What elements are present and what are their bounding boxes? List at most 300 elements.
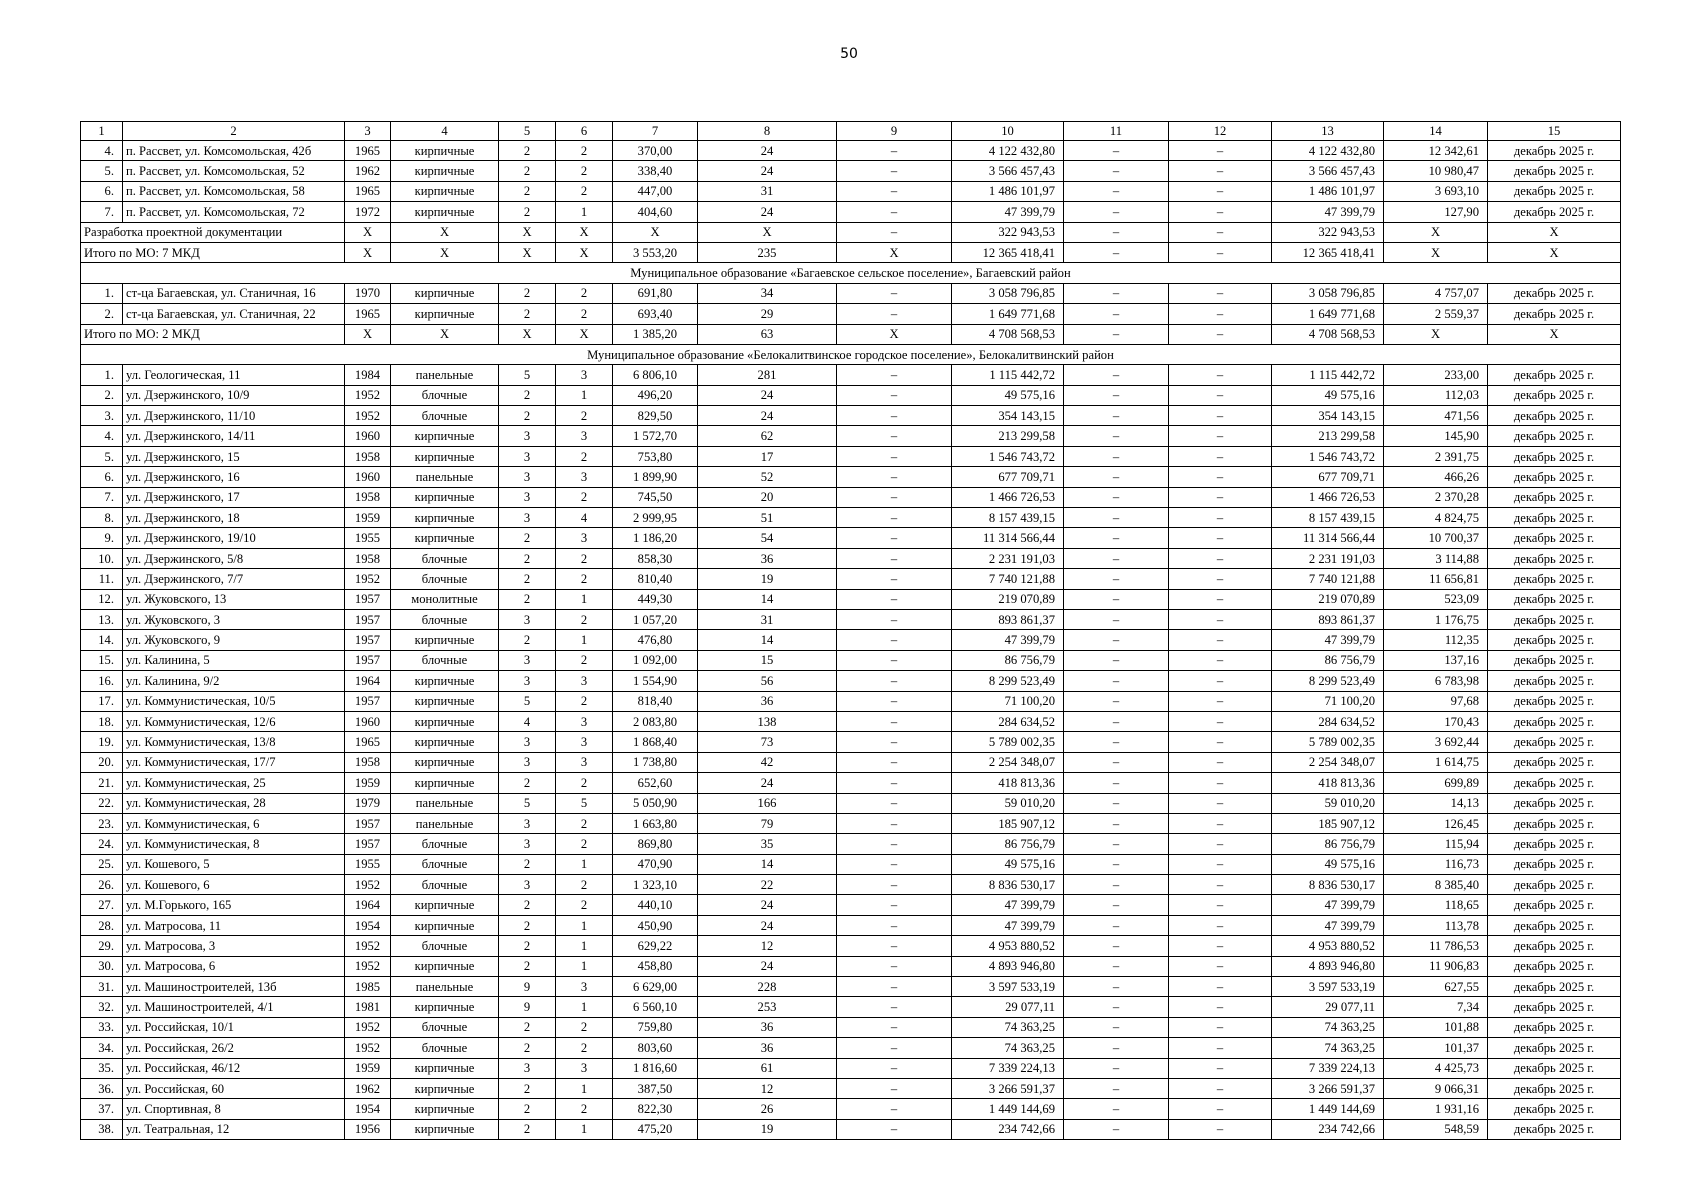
floors-cell: 3	[499, 732, 556, 752]
wall-material-cell: кирпичные	[391, 630, 499, 650]
entrances-cell: 2	[556, 691, 613, 711]
col-9-value-cell: –	[837, 1119, 952, 1139]
row-index-cell: 34.	[81, 1038, 123, 1058]
column-number-header: 12	[1169, 122, 1272, 141]
residents-cell: 138	[698, 711, 837, 731]
table-body	[81, 122, 1621, 1140]
area-cell: 753,80	[613, 446, 698, 466]
wall-material-cell: X	[391, 324, 499, 344]
col-12-value-cell: –	[1169, 650, 1272, 670]
table-row	[81, 1078, 1621, 1098]
col-11-value-cell: –	[1064, 650, 1169, 670]
unit-cost-cell: 101,37	[1384, 1038, 1488, 1058]
col-12-value-cell: –	[1169, 242, 1272, 262]
year-built-cell: 1985	[345, 977, 391, 997]
unit-cost-cell: 112,03	[1384, 385, 1488, 405]
residents-cell: 15	[698, 650, 837, 670]
area-cell: 1 816,60	[613, 1058, 698, 1078]
table-row	[81, 834, 1621, 854]
area-cell: 810,40	[613, 569, 698, 589]
entrances-cell: 3	[556, 528, 613, 548]
address-cell: ул. Коммунистическая, 8	[123, 834, 345, 854]
year-built-cell: 1957	[345, 813, 391, 833]
area-cell: 338,40	[613, 161, 698, 181]
col-11-value-cell: –	[1064, 222, 1169, 242]
wall-material-cell: кирпичные	[391, 1099, 499, 1119]
entrances-cell: 2	[556, 813, 613, 833]
cost-cell: 4 122 432,80	[952, 141, 1064, 161]
area-cell: 2 083,80	[613, 711, 698, 731]
year-built-cell: 1957	[345, 609, 391, 629]
table-row	[81, 609, 1621, 629]
col-12-value-cell: –	[1169, 834, 1272, 854]
column-number-header: 13	[1272, 122, 1384, 141]
total-cost-cell: 234 742,66	[1272, 1119, 1384, 1139]
cost-cell: 49 575,16	[952, 854, 1064, 874]
col-9-value-cell: –	[837, 589, 952, 609]
floors-cell: 2	[499, 1038, 556, 1058]
cost-cell: 29 077,11	[952, 997, 1064, 1017]
col-12-value-cell: –	[1169, 487, 1272, 507]
col-12-value-cell: –	[1169, 141, 1272, 161]
col-11-value-cell: –	[1064, 467, 1169, 487]
col-12-value-cell: –	[1169, 773, 1272, 793]
total-cost-cell: 8 299 523,49	[1272, 671, 1384, 691]
col-11-value-cell: –	[1064, 324, 1169, 344]
wall-material-cell: монолитные	[391, 589, 499, 609]
floors-cell: 2	[499, 181, 556, 201]
floors-cell: 3	[499, 426, 556, 446]
floors-cell: 4	[499, 711, 556, 731]
row-index-cell: 2.	[81, 385, 123, 405]
row-index-cell: 7.	[81, 202, 123, 222]
col-12-value-cell: –	[1169, 569, 1272, 589]
area-cell: 822,30	[613, 1099, 698, 1119]
unit-cost-cell: 118,65	[1384, 895, 1488, 915]
area-cell: 759,80	[613, 1017, 698, 1037]
floors-cell: 2	[499, 915, 556, 935]
address-cell: ул. Машиностроителей, 13б	[123, 977, 345, 997]
column-number-header: 3	[345, 122, 391, 141]
col-9-value-cell: –	[837, 793, 952, 813]
table-row	[81, 956, 1621, 976]
cost-cell: 284 634,52	[952, 711, 1064, 731]
year-built-cell: 1952	[345, 956, 391, 976]
col-9-value-cell: –	[837, 732, 952, 752]
wall-material-cell: кирпичные	[391, 671, 499, 691]
col-11-value-cell: –	[1064, 304, 1169, 324]
col-9-value-cell: –	[837, 752, 952, 772]
row-index-cell: 19.	[81, 732, 123, 752]
col-9-value-cell: –	[837, 365, 952, 385]
table-row	[81, 854, 1621, 874]
deadline-cell: декабрь 2025 г.	[1488, 283, 1621, 303]
col-11-value-cell: –	[1064, 1058, 1169, 1078]
unit-cost-cell: 3 693,10	[1384, 181, 1488, 201]
residents-cell: 253	[698, 997, 837, 1017]
address-cell: ул. Дзержинского, 14/11	[123, 426, 345, 446]
year-built-cell: 1959	[345, 1058, 391, 1078]
unit-cost-cell: 233,00	[1384, 365, 1488, 385]
cost-cell: 11 314 566,44	[952, 528, 1064, 548]
entrances-cell: 1	[556, 956, 613, 976]
unit-cost-cell: 9 066,31	[1384, 1078, 1488, 1098]
unit-cost-cell: 10 980,47	[1384, 161, 1488, 181]
col-11-value-cell: –	[1064, 202, 1169, 222]
col-12-value-cell: –	[1169, 793, 1272, 813]
total-cost-cell: 47 399,79	[1272, 202, 1384, 222]
row-index-cell: 21.	[81, 773, 123, 793]
total-cost-cell: 4 122 432,80	[1272, 141, 1384, 161]
unit-cost-cell: 2 391,75	[1384, 446, 1488, 466]
row-index-cell: 3.	[81, 406, 123, 426]
total-cost-cell: 893 861,37	[1272, 609, 1384, 629]
year-built-cell: 1957	[345, 650, 391, 670]
col-12-value-cell: –	[1169, 895, 1272, 915]
year-built-cell: 1964	[345, 895, 391, 915]
row-index-cell: 15.	[81, 650, 123, 670]
year-built-cell: 1957	[345, 630, 391, 650]
col-12-value-cell: –	[1169, 854, 1272, 874]
area-cell: 404,60	[613, 202, 698, 222]
floors-cell: 2	[499, 1099, 556, 1119]
year-built-cell: 1952	[345, 406, 391, 426]
residents-cell: 14	[698, 589, 837, 609]
entrances-cell: 2	[556, 406, 613, 426]
col-9-value-cell: –	[837, 508, 952, 528]
col-11-value-cell: –	[1064, 487, 1169, 507]
col-9-value-cell: –	[837, 875, 952, 895]
deadline-cell: X	[1488, 324, 1621, 344]
year-built-cell: 1964	[345, 671, 391, 691]
residents-cell: 24	[698, 773, 837, 793]
deadline-cell: декабрь 2025 г.	[1488, 793, 1621, 813]
floors-cell: X	[499, 222, 556, 242]
unit-cost-cell: 8 385,40	[1384, 875, 1488, 895]
address-cell: ул. Кошевого, 6	[123, 875, 345, 895]
col-12-value-cell: –	[1169, 936, 1272, 956]
unit-cost-cell: 4 425,73	[1384, 1058, 1488, 1078]
cost-cell: 4 893 946,80	[952, 956, 1064, 976]
cost-cell: 3 597 533,19	[952, 977, 1064, 997]
area-cell: 447,00	[613, 181, 698, 201]
table-row	[81, 915, 1621, 935]
table-row	[81, 671, 1621, 691]
summary-label: Итого по МО: 2 МКД	[81, 324, 345, 344]
deadline-cell: декабрь 2025 г.	[1488, 997, 1621, 1017]
total-cost-cell: 1 649 771,68	[1272, 304, 1384, 324]
deadline-cell: декабрь 2025 г.	[1488, 1099, 1621, 1119]
residents-cell: 19	[698, 1119, 837, 1139]
table-row	[81, 528, 1621, 548]
col-12-value-cell: –	[1169, 1119, 1272, 1139]
address-cell: ул. Коммунистическая, 6	[123, 813, 345, 833]
unit-cost-cell: X	[1384, 222, 1488, 242]
summary-label: Итого по МО: 7 МКД	[81, 242, 345, 262]
year-built-cell: 1955	[345, 528, 391, 548]
cost-cell: 1 115 442,72	[952, 365, 1064, 385]
col-9-value-cell: –	[837, 446, 952, 466]
cost-cell: 1 546 743,72	[952, 446, 1064, 466]
residents-cell: 31	[698, 181, 837, 201]
total-cost-cell: 322 943,53	[1272, 222, 1384, 242]
entrances-cell: 2	[556, 569, 613, 589]
total-cost-cell: 2 231 191,03	[1272, 548, 1384, 568]
wall-material-cell: кирпичные	[391, 956, 499, 976]
column-number-header: 2	[123, 122, 345, 141]
total-cost-cell: 49 575,16	[1272, 385, 1384, 405]
floors-cell: 3	[499, 446, 556, 466]
deadline-cell: декабрь 2025 г.	[1488, 446, 1621, 466]
col-9-value-cell: –	[837, 487, 952, 507]
col-12-value-cell: –	[1169, 508, 1272, 528]
residents-cell: 42	[698, 752, 837, 772]
table-row	[81, 691, 1621, 711]
wall-material-cell: блочные	[391, 936, 499, 956]
col-9-value-cell: –	[837, 813, 952, 833]
entrances-cell: 2	[556, 161, 613, 181]
total-cost-cell: 4 893 946,80	[1272, 956, 1384, 976]
col-9-value-cell: –	[837, 161, 952, 181]
entrances-cell: 1	[556, 630, 613, 650]
entrances-cell: 3	[556, 467, 613, 487]
total-cost-cell: 2 254 348,07	[1272, 752, 1384, 772]
area-cell: 475,20	[613, 1119, 698, 1139]
wall-material-cell: кирпичные	[391, 711, 499, 731]
table-row	[81, 467, 1621, 487]
area-cell: 496,20	[613, 385, 698, 405]
col-12-value-cell: –	[1169, 1078, 1272, 1098]
col-11-value-cell: –	[1064, 630, 1169, 650]
col-12-value-cell: –	[1169, 1058, 1272, 1078]
col-11-value-cell: –	[1064, 528, 1169, 548]
address-cell: ул. Российская, 26/2	[123, 1038, 345, 1058]
col-12-value-cell: –	[1169, 548, 1272, 568]
wall-material-cell: кирпичные	[391, 487, 499, 507]
col-9-value-cell: –	[837, 467, 952, 487]
cost-cell: 8 157 439,15	[952, 508, 1064, 528]
cost-cell: 213 299,58	[952, 426, 1064, 446]
year-built-cell: 1960	[345, 426, 391, 446]
wall-material-cell: кирпичные	[391, 181, 499, 201]
year-built-cell: 1959	[345, 773, 391, 793]
col-12-value-cell: –	[1169, 1017, 1272, 1037]
unit-cost-cell: 3 692,44	[1384, 732, 1488, 752]
col-12-value-cell: –	[1169, 711, 1272, 731]
area-cell: 6 629,00	[613, 977, 698, 997]
total-cost-cell: 47 399,79	[1272, 895, 1384, 915]
wall-material-cell: кирпичные	[391, 528, 499, 548]
col-12-value-cell: –	[1169, 324, 1272, 344]
residents-cell: 31	[698, 609, 837, 629]
residents-cell: 14	[698, 630, 837, 650]
floors-cell: 2	[499, 304, 556, 324]
col-9-value-cell: –	[837, 426, 952, 446]
address-cell: п. Рассвет, ул. Комсомольская, 42б	[123, 141, 345, 161]
table-row	[81, 487, 1621, 507]
col-9-value-cell: –	[837, 711, 952, 731]
year-built-cell: 1952	[345, 875, 391, 895]
unit-cost-cell: 2 559,37	[1384, 304, 1488, 324]
unit-cost-cell: 97,68	[1384, 691, 1488, 711]
table-row	[81, 1099, 1621, 1119]
entrances-cell: 1	[556, 1119, 613, 1139]
unit-cost-cell: 4 824,75	[1384, 508, 1488, 528]
deadline-cell: декабрь 2025 г.	[1488, 671, 1621, 691]
cost-cell: 74 363,25	[952, 1017, 1064, 1037]
area-cell: 691,80	[613, 283, 698, 303]
cost-cell: 47 399,79	[952, 202, 1064, 222]
total-cost-cell: 12 365 418,41	[1272, 242, 1384, 262]
unit-cost-cell: 113,78	[1384, 915, 1488, 935]
deadline-cell: декабрь 2025 г.	[1488, 915, 1621, 935]
residents-cell: 14	[698, 854, 837, 874]
area-cell: 1 663,80	[613, 813, 698, 833]
deadline-cell: декабрь 2025 г.	[1488, 732, 1621, 752]
address-cell: ул. М.Горького, 165	[123, 895, 345, 915]
cost-cell: 677 709,71	[952, 467, 1064, 487]
cost-cell: 7 339 224,13	[952, 1058, 1064, 1078]
unit-cost-cell: 6 783,98	[1384, 671, 1488, 691]
col-11-value-cell: –	[1064, 569, 1169, 589]
wall-material-cell: кирпичные	[391, 895, 499, 915]
table-row	[81, 630, 1621, 650]
table-row	[81, 711, 1621, 731]
col-11-value-cell: –	[1064, 936, 1169, 956]
row-index-cell: 26.	[81, 875, 123, 895]
column-number-header: 6	[556, 122, 613, 141]
entrances-cell: X	[556, 324, 613, 344]
area-cell: 629,22	[613, 936, 698, 956]
cost-cell: 1 486 101,97	[952, 181, 1064, 201]
floors-cell: 2	[499, 773, 556, 793]
cost-cell: 47 399,79	[952, 915, 1064, 935]
residents-cell: 51	[698, 508, 837, 528]
address-cell: ул. Коммунистическая, 10/5	[123, 691, 345, 711]
area-cell: 1 323,10	[613, 875, 698, 895]
area-cell: 6 560,10	[613, 997, 698, 1017]
address-cell: ул. Матросова, 6	[123, 956, 345, 976]
col-12-value-cell: –	[1169, 202, 1272, 222]
total-cost-cell: 47 399,79	[1272, 630, 1384, 650]
residents-cell: 24	[698, 385, 837, 405]
wall-material-cell: панельные	[391, 977, 499, 997]
wall-material-cell: кирпичные	[391, 997, 499, 1017]
area-cell: 5 050,90	[613, 793, 698, 813]
col-12-value-cell: –	[1169, 1099, 1272, 1119]
entrances-cell: 2	[556, 487, 613, 507]
row-index-cell: 10.	[81, 548, 123, 568]
area-cell: 440,10	[613, 895, 698, 915]
deadline-cell: декабрь 2025 г.	[1488, 936, 1621, 956]
area-cell: 869,80	[613, 834, 698, 854]
residents-cell: 24	[698, 406, 837, 426]
address-cell: ул. Жуковского, 3	[123, 609, 345, 629]
unit-cost-cell: 127,90	[1384, 202, 1488, 222]
floors-cell: 9	[499, 997, 556, 1017]
deadline-cell: декабрь 2025 г.	[1488, 773, 1621, 793]
year-built-cell: 1957	[345, 589, 391, 609]
year-built-cell: 1958	[345, 487, 391, 507]
cost-cell: 4 708 568,53	[952, 324, 1064, 344]
area-cell: 449,30	[613, 589, 698, 609]
row-index-cell: 22.	[81, 793, 123, 813]
area-cell: 1 572,70	[613, 426, 698, 446]
entrances-cell: 5	[556, 793, 613, 813]
deadline-cell: декабрь 2025 г.	[1488, 691, 1621, 711]
total-cost-cell: 74 363,25	[1272, 1017, 1384, 1037]
residents-cell: 54	[698, 528, 837, 548]
col-9-value-cell: –	[837, 915, 952, 935]
unit-cost-cell: 11 656,81	[1384, 569, 1488, 589]
area-cell: 1 554,90	[613, 671, 698, 691]
wall-material-cell: кирпичные	[391, 1078, 499, 1098]
area-cell: 745,50	[613, 487, 698, 507]
col-12-value-cell: –	[1169, 732, 1272, 752]
deadline-cell: декабрь 2025 г.	[1488, 813, 1621, 833]
unit-cost-cell: 4 757,07	[1384, 283, 1488, 303]
year-built-cell: 1959	[345, 508, 391, 528]
area-cell: 1 092,00	[613, 650, 698, 670]
total-cost-cell: 47 399,79	[1272, 915, 1384, 935]
col-11-value-cell: –	[1064, 161, 1169, 181]
entrances-cell: 2	[556, 548, 613, 568]
year-built-cell: 1970	[345, 283, 391, 303]
address-cell: ул. Спортивная, 8	[123, 1099, 345, 1119]
deadline-cell: декабрь 2025 г.	[1488, 141, 1621, 161]
cost-cell: 86 756,79	[952, 650, 1064, 670]
row-index-cell: 5.	[81, 446, 123, 466]
wall-material-cell: кирпичные	[391, 1119, 499, 1139]
row-index-cell: 5.	[81, 161, 123, 181]
row-index-cell: 1.	[81, 365, 123, 385]
unit-cost-cell: 12 342,61	[1384, 141, 1488, 161]
col-9-value-cell: –	[837, 222, 952, 242]
col-12-value-cell: –	[1169, 426, 1272, 446]
deadline-cell: декабрь 2025 г.	[1488, 202, 1621, 222]
year-built-cell: 1981	[345, 997, 391, 1017]
area-cell: 693,40	[613, 304, 698, 324]
floors-cell: 2	[499, 1017, 556, 1037]
total-cost-cell: 4 708 568,53	[1272, 324, 1384, 344]
col-11-value-cell: –	[1064, 1099, 1169, 1119]
residents-cell: X	[698, 222, 837, 242]
row-index-cell: 29.	[81, 936, 123, 956]
area-cell: 3 553,20	[613, 242, 698, 262]
cost-cell: 71 100,20	[952, 691, 1064, 711]
total-cost-cell: 29 077,11	[1272, 997, 1384, 1017]
year-built-cell: 1965	[345, 181, 391, 201]
year-built-cell: 1956	[345, 1119, 391, 1139]
unit-cost-cell: X	[1384, 242, 1488, 262]
address-cell: ул. Жуковского, 9	[123, 630, 345, 650]
area-cell: 370,00	[613, 141, 698, 161]
address-cell: ул. Коммунистическая, 17/7	[123, 752, 345, 772]
unit-cost-cell: 116,73	[1384, 854, 1488, 874]
total-cost-cell: 1 466 726,53	[1272, 487, 1384, 507]
entrances-cell: 2	[556, 181, 613, 201]
total-cost-cell: 5 789 002,35	[1272, 732, 1384, 752]
wall-material-cell: блочные	[391, 854, 499, 874]
total-cost-cell: 59 010,20	[1272, 793, 1384, 813]
entrances-cell: 1	[556, 202, 613, 222]
residents-cell: 36	[698, 691, 837, 711]
table-row	[81, 773, 1621, 793]
area-cell: 1 385,20	[613, 324, 698, 344]
area-cell: 818,40	[613, 691, 698, 711]
col-11-value-cell: –	[1064, 426, 1169, 446]
col-12-value-cell: –	[1169, 977, 1272, 997]
